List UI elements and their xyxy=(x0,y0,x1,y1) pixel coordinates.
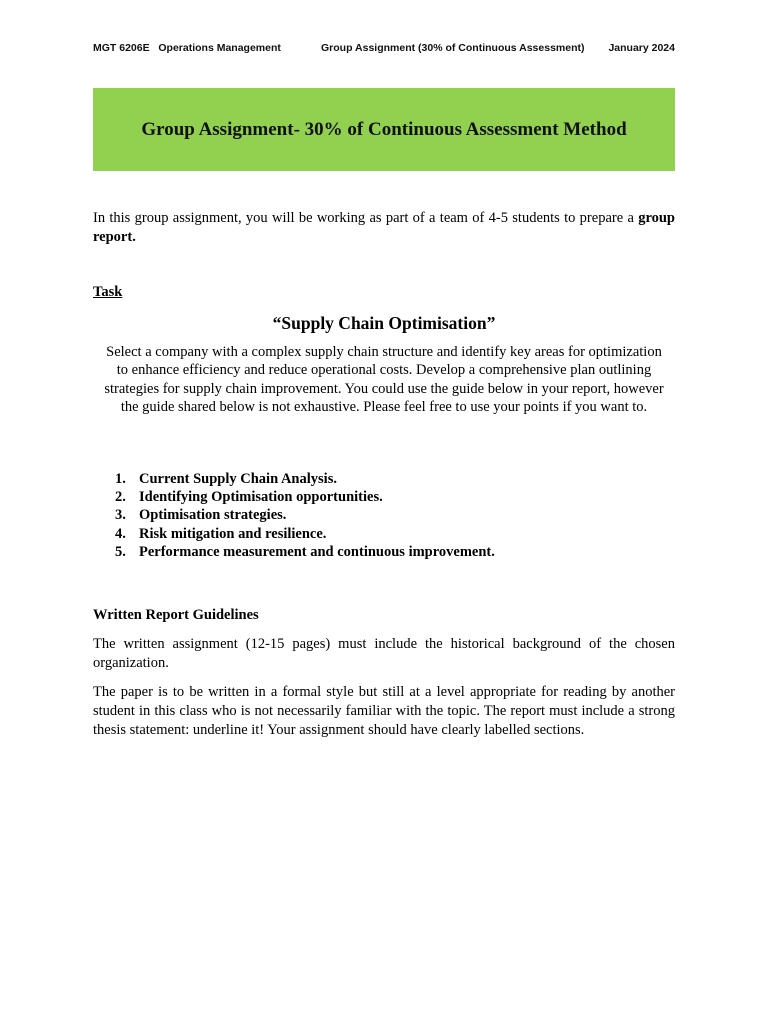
list-item-number: 1. xyxy=(115,471,126,487)
list-item-number: 2. xyxy=(115,489,126,506)
list-item-number: 4. xyxy=(115,525,126,542)
list-item-number: 3. xyxy=(115,507,126,524)
title-banner xyxy=(93,88,675,171)
task-title: “Supply Chain Optimisation” xyxy=(272,313,496,333)
list-item-text: Optimisation strategies. xyxy=(139,507,287,524)
task-description: Select a company with a complex supply chain structure and identify key areas for optimization to enhance efficiency and reduce operational costs. Develop a comprehensive plan outlining strategies for supply chain improvement. You could use the guide below in your report, however the guide shared below is not exhaustive. Please feel free to use your points if you want to. xyxy=(104,344,664,415)
intro-text: In this group assignment, you will be working as part of a team of 4-5 students to prepare a xyxy=(93,210,639,226)
header-course: MGT 6206E Operations Management xyxy=(93,42,281,54)
list-item xyxy=(93,470,495,488)
list-item xyxy=(93,525,495,543)
guidelines-paragraph-1: The written assignment (12-15 pages) must include the historical background of the chosen organization. xyxy=(93,636,675,671)
intro-paragraph xyxy=(93,209,675,247)
list-item-text: Performance measurement and continuous improvement. xyxy=(139,543,495,560)
document-title: Group Assignment- 30% of Continuous Assessment Method xyxy=(141,118,627,140)
list-item-number: 5. xyxy=(115,543,126,560)
list-item-text: Identifying Optimisation opportunities. xyxy=(139,489,383,506)
task-heading: Task xyxy=(93,284,123,300)
intro-bold: group report. xyxy=(93,210,675,245)
list-item-text: Current Supply Chain Analysis. xyxy=(139,471,337,487)
header-assignment: Group Assignment (30% of Continuous Assessment) xyxy=(321,42,585,54)
guidelines-heading: Written Report Guidelines xyxy=(93,607,259,623)
guidelines-paragraph-2: The paper is to be written in a formal style but still at a level appropriate for reading by another student in this class who is not necessarily familiar with the topic. The report must include a strong thesis statement: underline it! Your assignment should have clearly labelled sections. xyxy=(93,684,675,738)
list-item xyxy=(93,506,495,524)
header-date: January 2024 xyxy=(608,42,675,54)
list-item xyxy=(93,543,495,561)
list-item-text: Risk mitigation and resilience. xyxy=(139,525,327,542)
list-item xyxy=(93,488,495,506)
task-steps-list xyxy=(93,470,495,561)
